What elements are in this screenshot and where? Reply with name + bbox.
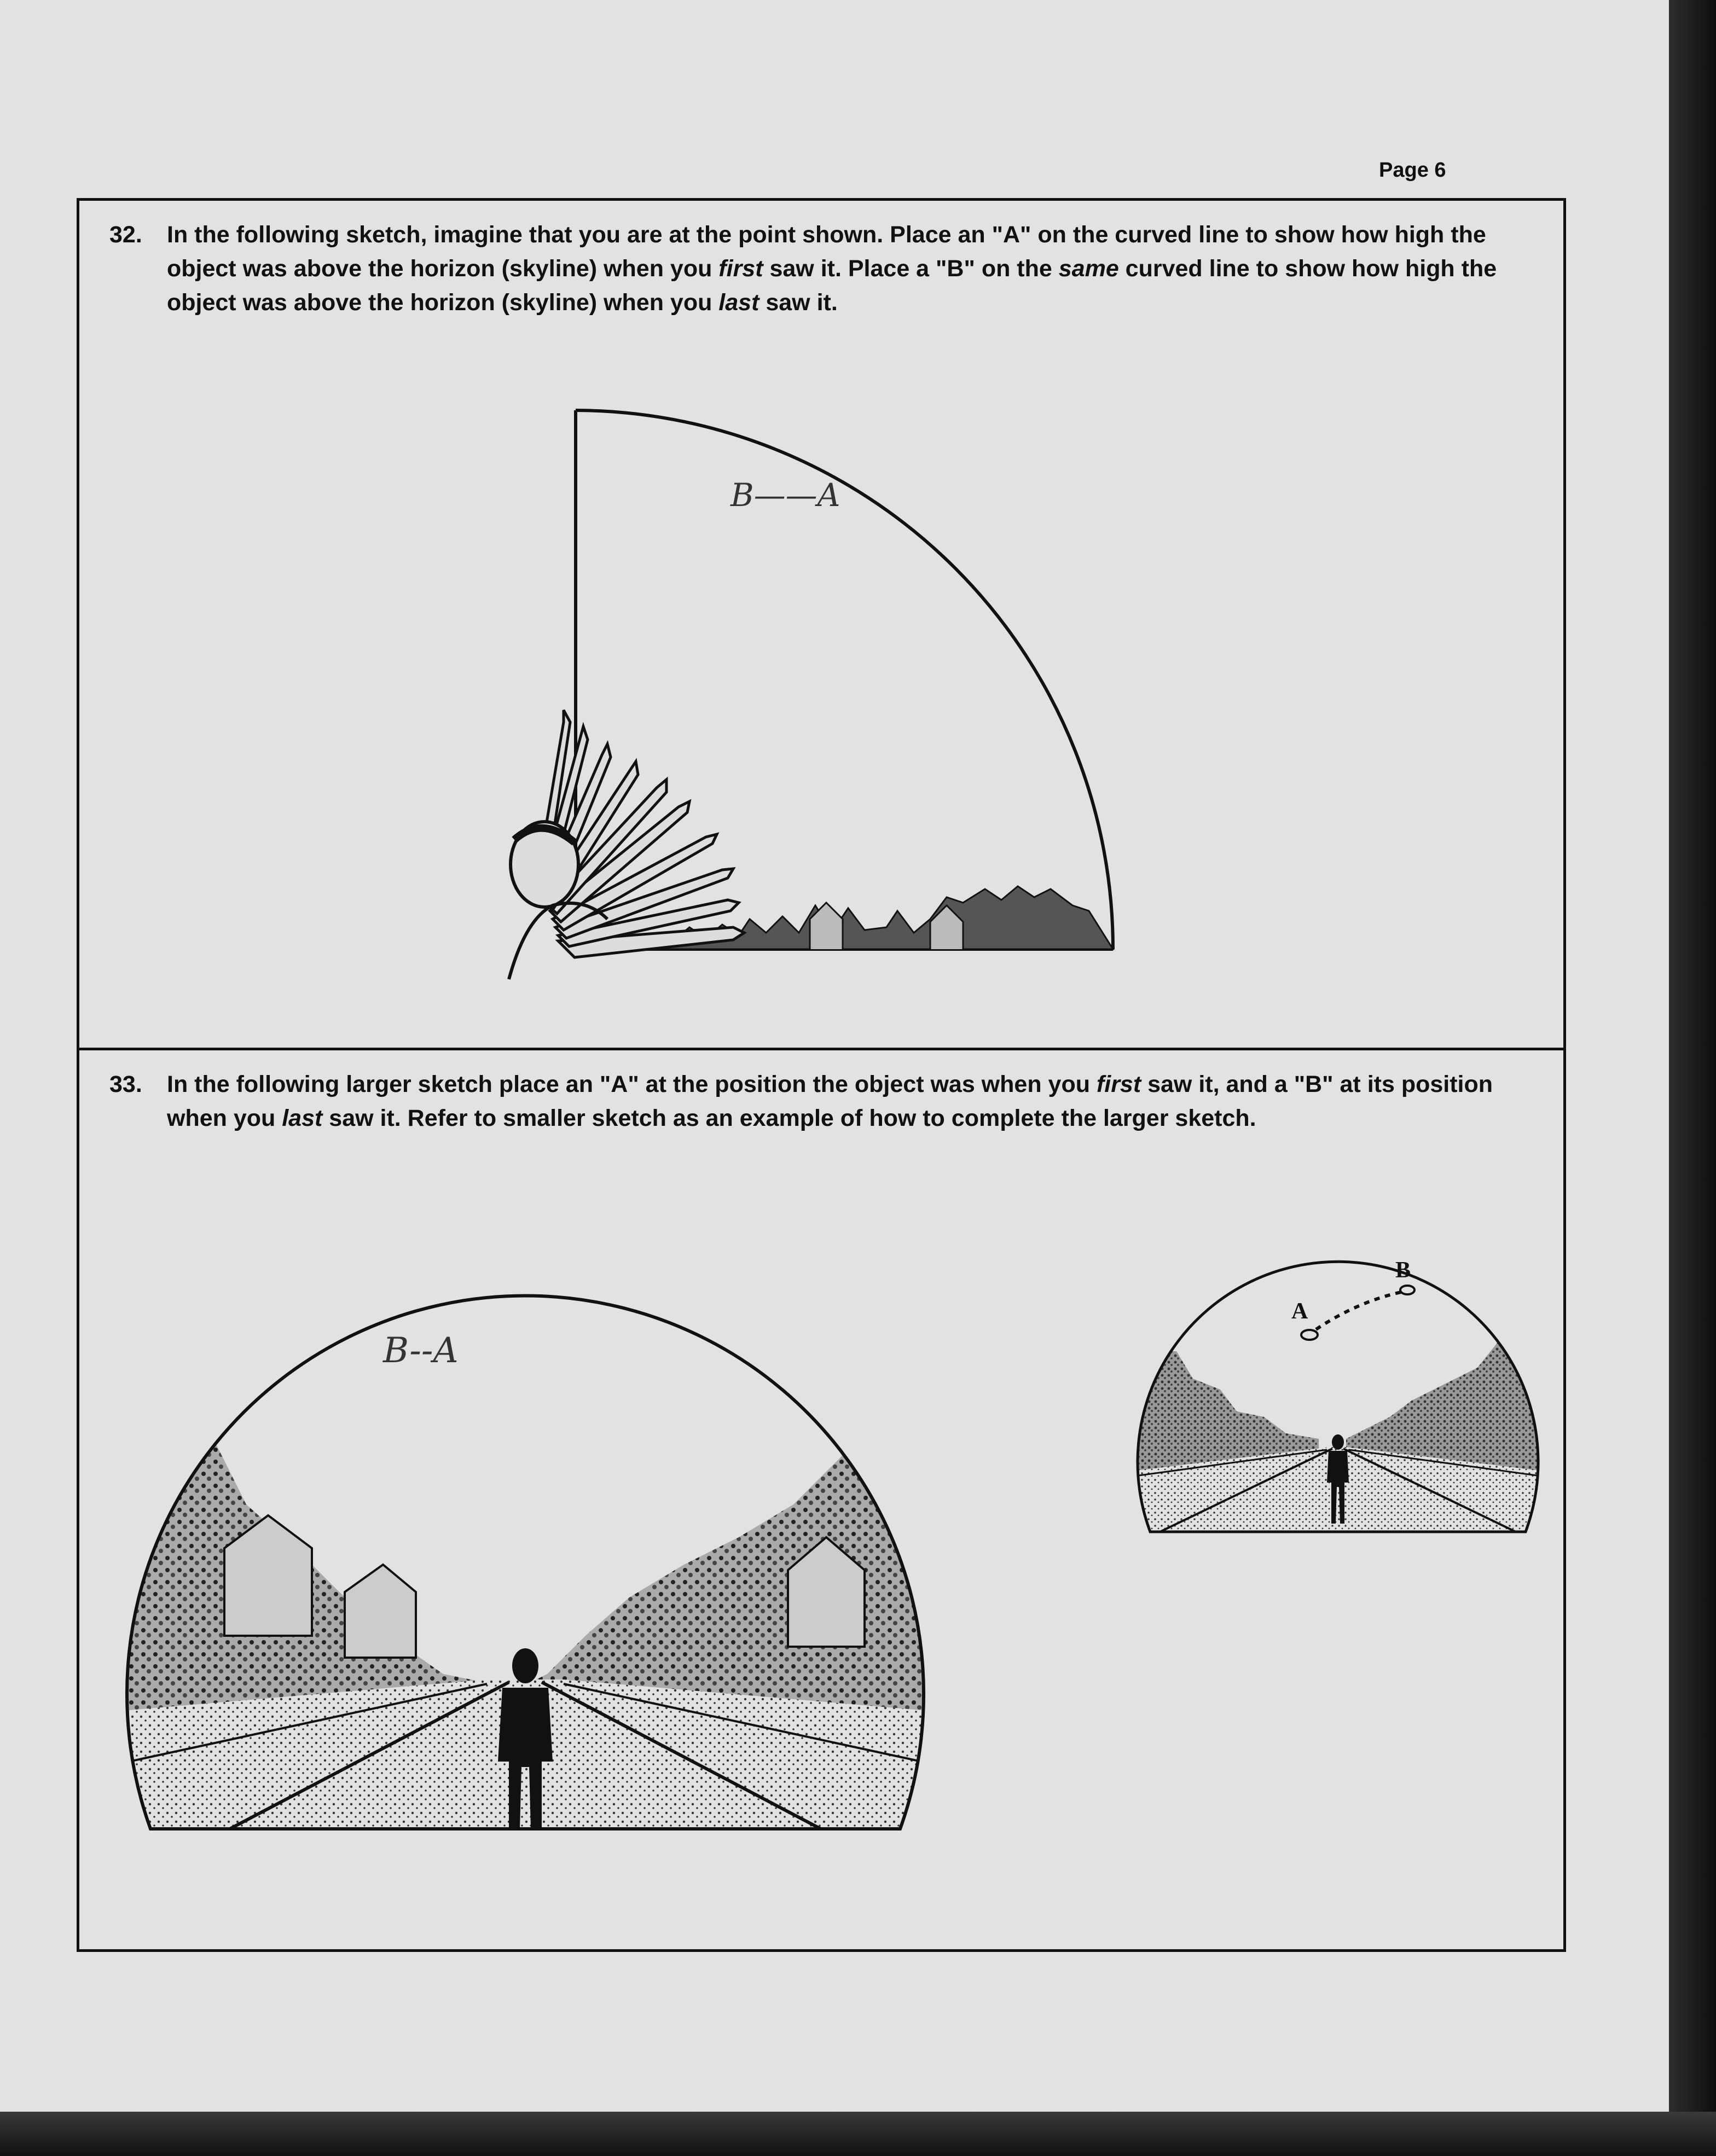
question-33-number: 33. xyxy=(109,1071,142,1097)
q32-handwritten-mark: B——A xyxy=(731,476,840,514)
question-32-number: 32. xyxy=(109,222,142,248)
q33-handwritten-mark: B--A xyxy=(383,1330,459,1371)
question-32-text: In the following sketch, imagine that you are at the point shown. Place an "A" on the curved line to show how high the object was above the horizon (skyline) when you first saw it. Place a "B" on the same curved line to show how high the object was above the horizon (skyline) when you last saw it. xyxy=(167,222,1497,316)
large-road-sketch xyxy=(104,1242,947,1849)
small-example-sketch xyxy=(1127,1242,1549,1537)
example-label-a: A xyxy=(1291,1299,1308,1324)
page-number: Page 6 xyxy=(1379,159,1446,182)
scan-edge-shadow xyxy=(1669,0,1716,2112)
quarter-circle-sketch xyxy=(492,394,1149,1012)
question-33-text: In the following larger sketch place an "A" at the position the object was when you first saw it, and a "B" at its position when you last saw it. Refer to smaller sketch as an example of how to complete the larger sketch. xyxy=(167,1071,1493,1131)
scan-bottom-shadow xyxy=(0,2112,1716,2156)
section-divider xyxy=(77,1048,1566,1050)
example-label-b: B xyxy=(1395,1258,1411,1283)
